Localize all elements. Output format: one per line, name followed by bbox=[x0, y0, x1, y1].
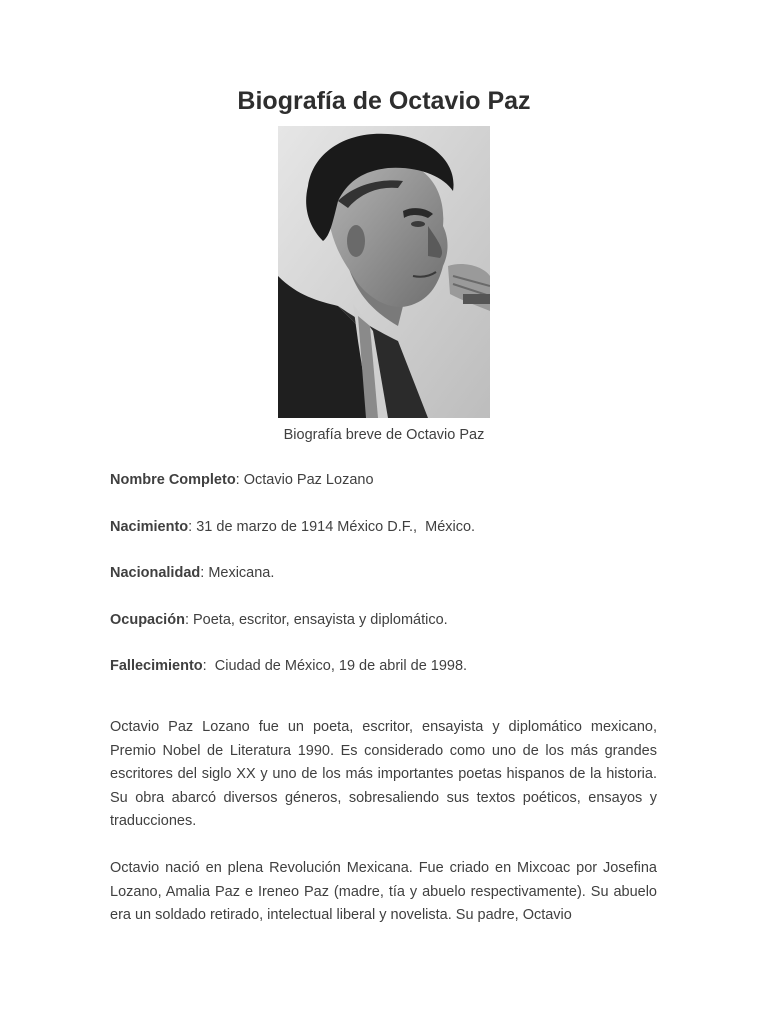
fact-birth bbox=[110, 518, 670, 536]
fact-separator: : bbox=[235, 472, 244, 488]
portrait-photo bbox=[278, 126, 490, 418]
fact-full-name bbox=[110, 471, 670, 489]
fact-value: Poeta, escritor, ensayista y diplomático. bbox=[193, 611, 448, 628]
document-title: Biografía de Octavio Paz bbox=[237, 87, 531, 115]
fact-label: Nacionalidad bbox=[110, 565, 201, 581]
fact-list bbox=[110, 471, 670, 704]
fact-value: 31 de marzo de 1914 México D.F., México. bbox=[196, 518, 476, 535]
fact-value: Octavio Paz Lozano bbox=[243, 472, 374, 488]
fact-label: Ocupación bbox=[110, 611, 185, 628]
fact-death bbox=[110, 657, 670, 675]
fact-separator: : bbox=[202, 658, 215, 674]
fact-label: Fallecimiento bbox=[110, 658, 203, 674]
fact-value: Mexicana. bbox=[208, 565, 275, 581]
biography-paragraph: Octavio Paz Lozano fue un poeta, escritor, ensayista y diplomático mexicano, Premio Nobel de Literatura 1990. Es considerado como uno de los más grandes escritores del siglo XX y uno de los más importantes poetas hispanos de la historia. Su obra abarcó diversos géneros, sobresaliendo sus textos poéticos, ensayos y traducciones. bbox=[110, 719, 657, 829]
biography-paragraph: Octavio nació en plena Revolución Mexicana. Fue criado en Mixcoac por Josefina Lozano, Amalia Paz e Ireneo Paz (madre, tía y abuelo respectivamente). Su abuelo era un soldado retirado, intelectual liberal y novelista. Su padre, Octavio bbox=[110, 860, 657, 923]
fact-label: Nombre Completo bbox=[110, 472, 236, 488]
fact-nationality bbox=[110, 564, 670, 582]
fact-occupation bbox=[110, 611, 670, 629]
fact-label: Nacimiento bbox=[110, 518, 189, 535]
fact-value: Ciudad de México, 19 de abril de 1998. bbox=[214, 658, 468, 674]
fact-separator: : bbox=[184, 611, 193, 628]
image-caption: Biografía breve de Octavio Paz bbox=[283, 427, 485, 443]
fact-separator: : bbox=[188, 518, 197, 535]
fact-separator: : bbox=[200, 565, 209, 581]
